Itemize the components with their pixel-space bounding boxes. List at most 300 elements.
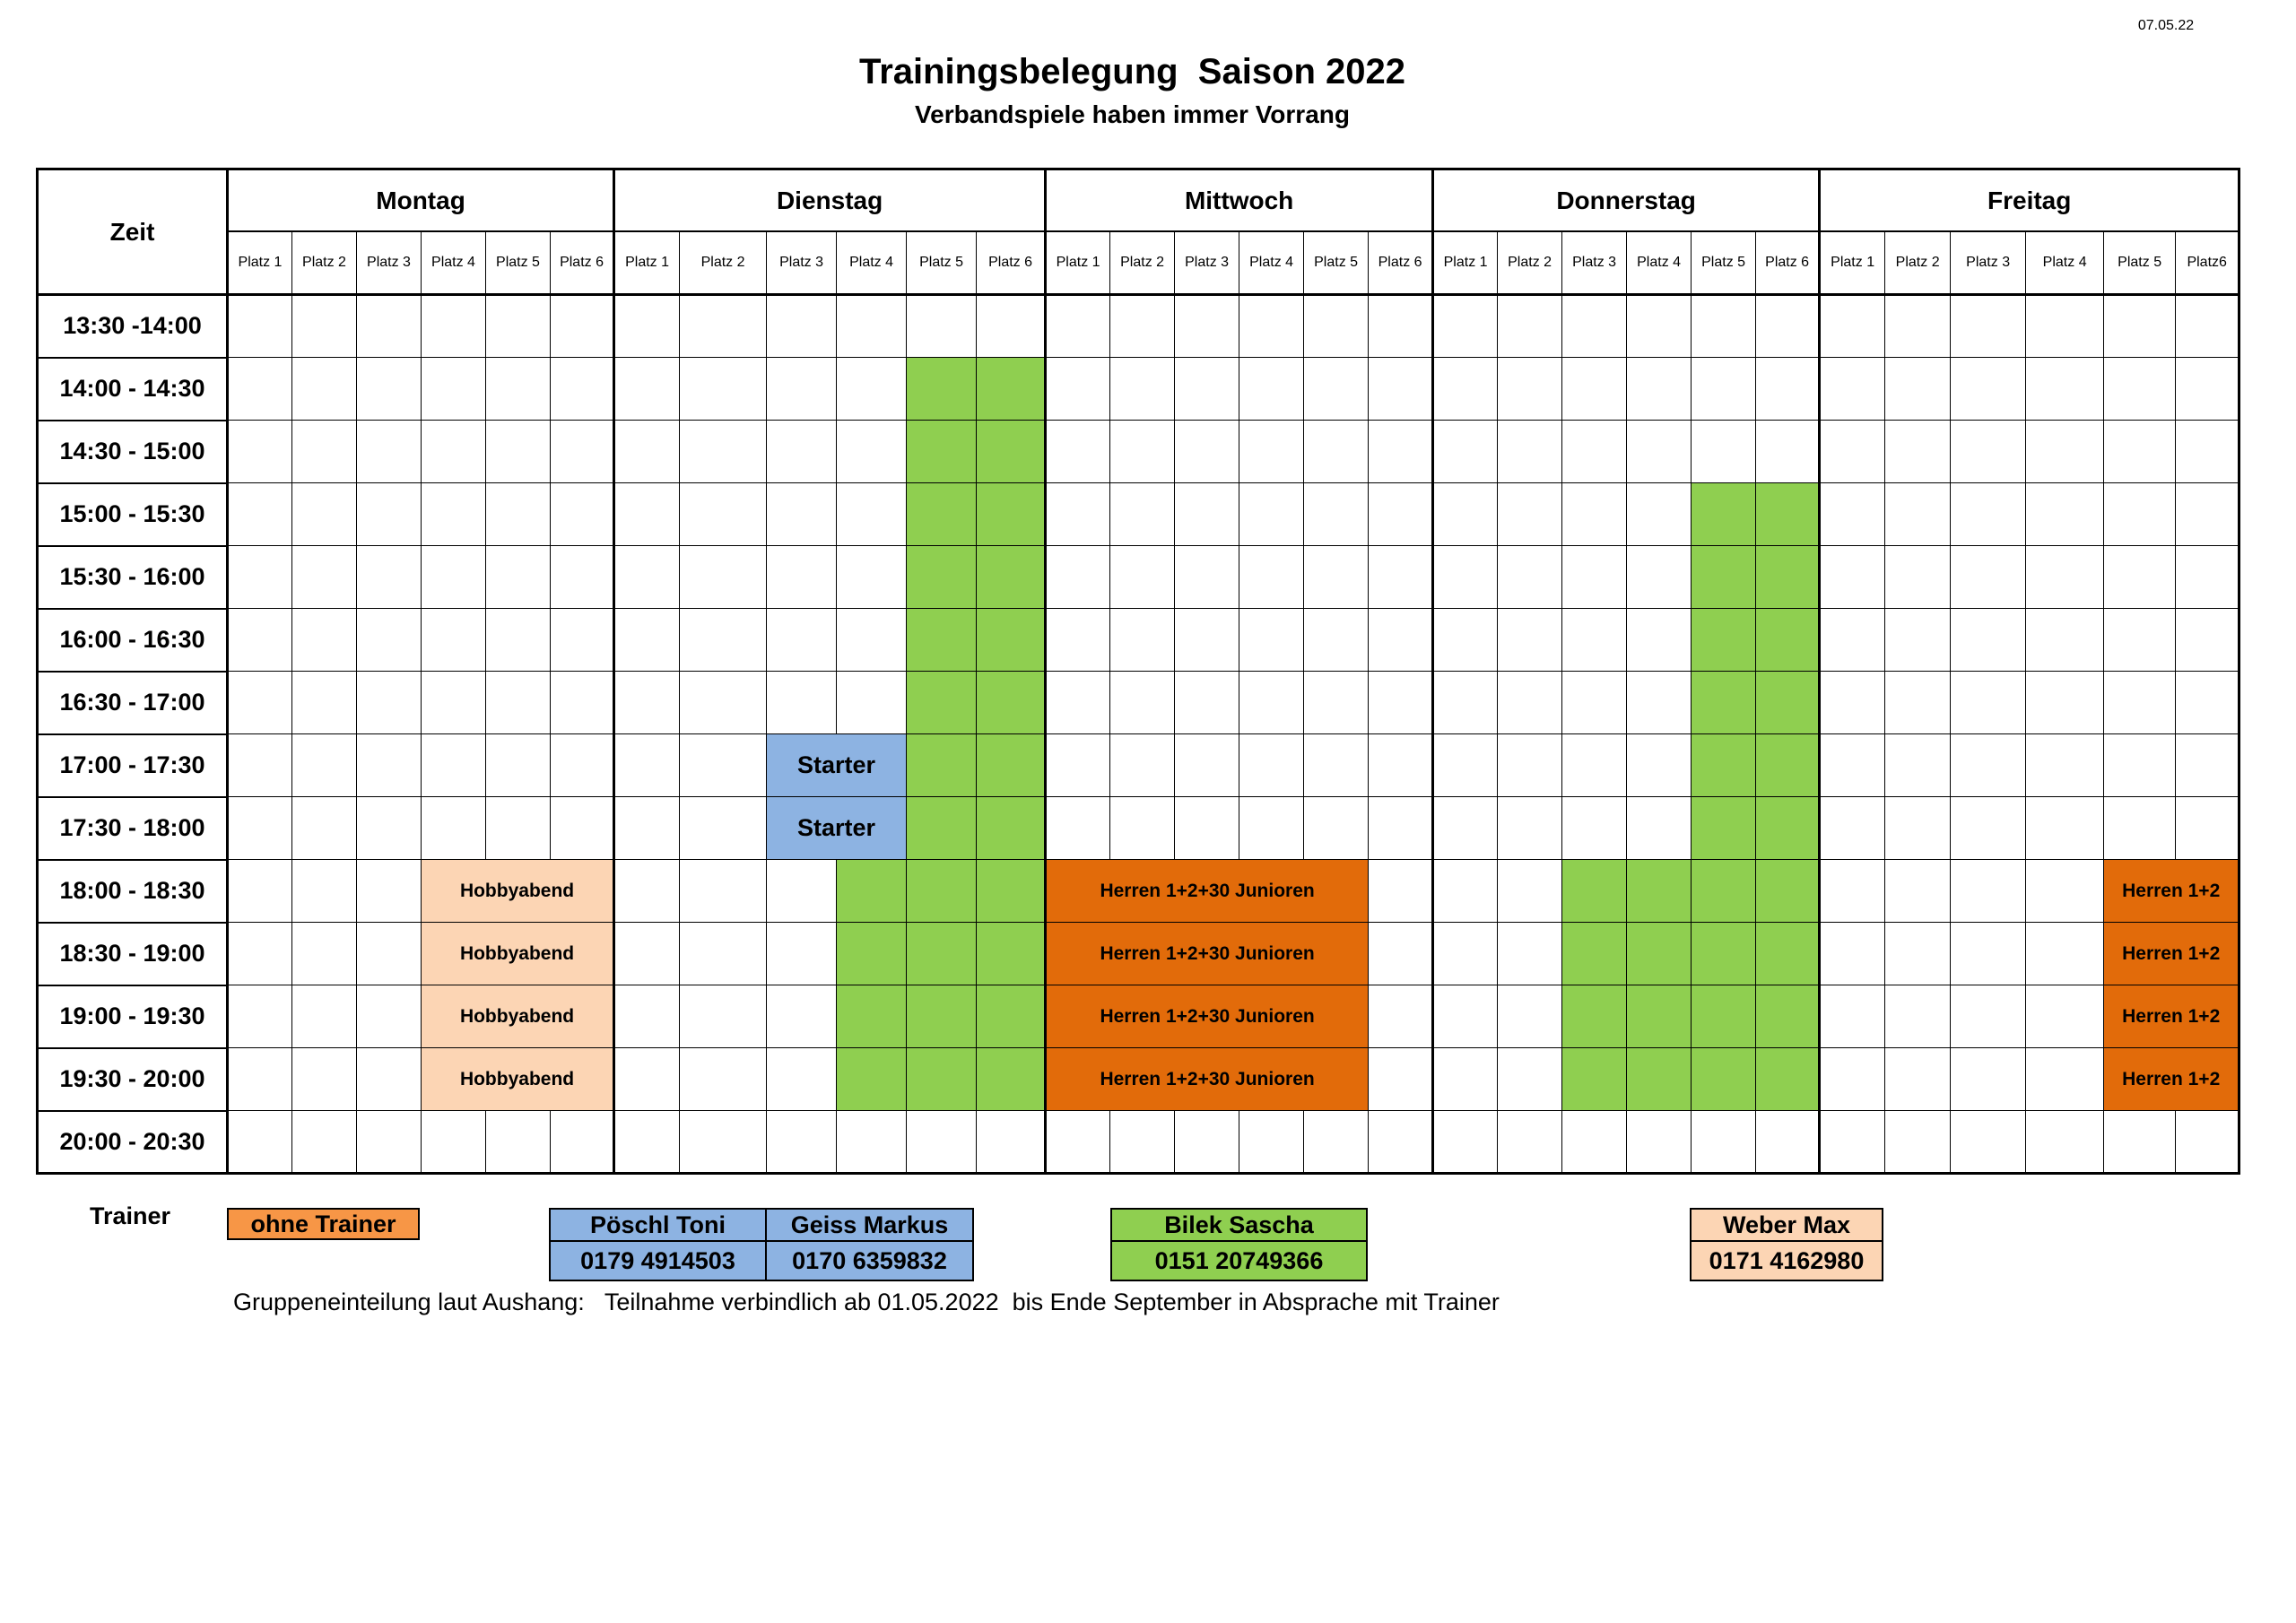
empty-court-cell bbox=[1951, 1048, 2026, 1111]
court-header: Platz 3 bbox=[1951, 231, 2026, 295]
empty-court-cell bbox=[486, 1111, 551, 1174]
empty-court-cell bbox=[614, 672, 680, 734]
empty-court-cell bbox=[1885, 734, 1951, 797]
empty-court-cell bbox=[292, 421, 357, 483]
empty-court-cell bbox=[551, 609, 614, 672]
empty-court-cell bbox=[614, 923, 680, 985]
court-header: Platz 1 bbox=[614, 231, 680, 295]
empty-court-cell bbox=[1498, 609, 1562, 672]
empty-court-cell bbox=[1046, 421, 1110, 483]
empty-court-cell bbox=[614, 609, 680, 672]
court-header: Platz 6 bbox=[1756, 231, 1820, 295]
empty-court-cell bbox=[1627, 483, 1692, 546]
page-subtitle: Verbandspiele haben immer Vorrang bbox=[915, 100, 1350, 128]
empty-court-cell bbox=[1239, 797, 1304, 860]
empty-court-cell bbox=[2104, 483, 2176, 546]
empty-court-cell bbox=[1627, 672, 1692, 734]
empty-court-cell bbox=[1239, 672, 1304, 734]
time-slot-label: 18:30 - 19:00 bbox=[38, 923, 228, 985]
empty-court-cell bbox=[1951, 860, 2026, 923]
empty-court-cell bbox=[1498, 985, 1562, 1048]
booked-court-cell bbox=[1756, 483, 1820, 546]
empty-court-cell bbox=[1239, 734, 1304, 797]
booked-court-cell bbox=[907, 1048, 977, 1111]
time-slot-label: 18:00 - 18:30 bbox=[38, 860, 228, 923]
empty-court-cell bbox=[1433, 672, 1498, 734]
booked-court-cell bbox=[1692, 1048, 1756, 1111]
day-header-mittwoch: Mittwoch bbox=[1046, 169, 1433, 232]
booked-court-cell bbox=[977, 923, 1046, 985]
empty-court-cell bbox=[1110, 421, 1175, 483]
empty-court-cell bbox=[357, 734, 422, 797]
empty-court-cell bbox=[680, 546, 767, 609]
empty-court-cell bbox=[1951, 609, 2026, 672]
empty-court-cell bbox=[837, 672, 907, 734]
empty-court-cell bbox=[1885, 1111, 1951, 1174]
empty-court-cell bbox=[1175, 797, 1239, 860]
time-row bbox=[38, 734, 2239, 797]
empty-court-cell bbox=[1304, 421, 1369, 483]
empty-court-cell bbox=[551, 421, 614, 483]
booked-court-cell bbox=[837, 860, 907, 923]
empty-court-cell bbox=[486, 358, 551, 421]
empty-court-cell bbox=[1433, 923, 1498, 985]
empty-court-cell bbox=[1369, 483, 1433, 546]
booked-court-cell bbox=[1562, 1048, 1627, 1111]
day-header-montag: Montag bbox=[228, 169, 614, 232]
empty-court-cell bbox=[1046, 1111, 1110, 1174]
empty-court-cell bbox=[1627, 609, 1692, 672]
empty-court-cell bbox=[292, 923, 357, 985]
empty-court-cell bbox=[292, 672, 357, 734]
court-header: Platz 5 bbox=[907, 231, 977, 295]
empty-court-cell bbox=[1562, 1111, 1627, 1174]
empty-court-cell bbox=[1951, 358, 2026, 421]
booking-starter: Starter bbox=[767, 734, 907, 797]
time-row bbox=[38, 672, 2239, 734]
empty-court-cell bbox=[1110, 609, 1175, 672]
empty-court-cell bbox=[551, 672, 614, 734]
court-header: Platz 4 bbox=[422, 231, 486, 295]
empty-court-cell bbox=[228, 1111, 292, 1174]
empty-court-cell bbox=[1175, 358, 1239, 421]
court-header: Platz 5 bbox=[486, 231, 551, 295]
booked-court-cell bbox=[1562, 985, 1627, 1048]
empty-court-cell bbox=[486, 797, 551, 860]
empty-court-cell bbox=[1820, 609, 1885, 672]
booked-court-cell bbox=[1756, 1048, 1820, 1111]
zeit-header: Zeit bbox=[38, 169, 228, 295]
footer-note: Gruppeneinteilung laut Aushang: Teilnahme verbindlich ab 01.05.2022 bis Ende September in Absprache mit Trainer bbox=[233, 1289, 1500, 1315]
booking-herren-junioren: Herren 1+2+30 Junioren bbox=[1046, 985, 1369, 1048]
empty-court-cell bbox=[292, 295, 357, 358]
empty-court-cell bbox=[2026, 483, 2104, 546]
empty-court-cell bbox=[767, 609, 837, 672]
empty-court-cell bbox=[2176, 295, 2239, 358]
empty-court-cell bbox=[228, 1048, 292, 1111]
empty-court-cell bbox=[1175, 546, 1239, 609]
empty-court-cell bbox=[614, 358, 680, 421]
empty-court-cell bbox=[1304, 483, 1369, 546]
court-header: Platz 4 bbox=[1627, 231, 1692, 295]
empty-court-cell bbox=[1110, 1111, 1175, 1174]
empty-court-cell bbox=[2026, 1048, 2104, 1111]
empty-court-cell bbox=[2026, 421, 2104, 483]
booked-court-cell bbox=[1756, 609, 1820, 672]
empty-court-cell bbox=[837, 546, 907, 609]
empty-court-cell bbox=[2104, 609, 2176, 672]
empty-court-cell bbox=[1951, 734, 2026, 797]
booked-court-cell bbox=[977, 1048, 1046, 1111]
empty-court-cell bbox=[767, 923, 837, 985]
booking-herren: Herren 1+2 bbox=[2104, 985, 2239, 1048]
empty-court-cell bbox=[292, 546, 357, 609]
trainer-label: Trainer bbox=[90, 1202, 171, 1229]
court-header: Platz 3 bbox=[767, 231, 837, 295]
empty-court-cell bbox=[1369, 672, 1433, 734]
empty-court-cell bbox=[767, 985, 837, 1048]
empty-court-cell bbox=[767, 358, 837, 421]
court-header: Platz 2 bbox=[680, 231, 767, 295]
court-header: Platz 1 bbox=[1433, 231, 1498, 295]
empty-court-cell bbox=[1498, 546, 1562, 609]
empty-court-cell bbox=[2026, 1111, 2104, 1174]
empty-court-cell bbox=[1175, 734, 1239, 797]
court-header: Platz 4 bbox=[1239, 231, 1304, 295]
empty-court-cell bbox=[357, 295, 422, 358]
empty-court-cell bbox=[1756, 421, 1820, 483]
legend-poeschl-name: Pöschl Toni bbox=[549, 1208, 767, 1242]
empty-court-cell bbox=[1885, 1048, 1951, 1111]
time-slot-label: 13:30 -14:00 bbox=[38, 295, 228, 358]
empty-court-cell bbox=[228, 546, 292, 609]
empty-court-cell bbox=[2176, 483, 2239, 546]
empty-court-cell bbox=[1433, 734, 1498, 797]
empty-court-cell bbox=[1498, 1111, 1562, 1174]
empty-court-cell bbox=[1304, 734, 1369, 797]
court-header: Platz 5 bbox=[1692, 231, 1756, 295]
booked-court-cell bbox=[907, 421, 977, 483]
empty-court-cell bbox=[228, 358, 292, 421]
empty-court-cell bbox=[614, 421, 680, 483]
empty-court-cell bbox=[1239, 483, 1304, 546]
empty-court-cell bbox=[1627, 295, 1692, 358]
empty-court-cell bbox=[357, 546, 422, 609]
empty-court-cell bbox=[2026, 609, 2104, 672]
empty-court-cell bbox=[1239, 421, 1304, 483]
time-slot-label: 19:00 - 19:30 bbox=[38, 985, 228, 1048]
empty-court-cell bbox=[486, 483, 551, 546]
empty-court-cell bbox=[837, 483, 907, 546]
court-header: Platz 4 bbox=[837, 231, 907, 295]
empty-court-cell bbox=[2176, 672, 2239, 734]
booked-court-cell bbox=[1692, 609, 1756, 672]
empty-court-cell bbox=[1820, 734, 1885, 797]
empty-court-cell bbox=[614, 734, 680, 797]
empty-court-cell bbox=[977, 1111, 1046, 1174]
empty-court-cell bbox=[1304, 1111, 1369, 1174]
empty-court-cell bbox=[1951, 985, 2026, 1048]
empty-court-cell bbox=[1820, 1048, 1885, 1111]
page-title: Trainingsbelegung Saison 2022 bbox=[858, 52, 1406, 91]
empty-court-cell bbox=[422, 295, 486, 358]
empty-court-cell bbox=[1433, 295, 1498, 358]
booked-court-cell bbox=[1756, 985, 1820, 1048]
booked-court-cell bbox=[1627, 1048, 1692, 1111]
empty-court-cell bbox=[1562, 672, 1627, 734]
booked-court-cell bbox=[907, 923, 977, 985]
empty-court-cell bbox=[1885, 860, 1951, 923]
empty-court-cell bbox=[1627, 734, 1692, 797]
booked-court-cell bbox=[1692, 483, 1756, 546]
empty-court-cell bbox=[1110, 797, 1175, 860]
empty-court-cell bbox=[614, 797, 680, 860]
empty-court-cell bbox=[1951, 797, 2026, 860]
empty-court-cell bbox=[1885, 797, 1951, 860]
court-header: Platz 2 bbox=[292, 231, 357, 295]
empty-court-cell bbox=[422, 734, 486, 797]
empty-court-cell bbox=[767, 860, 837, 923]
empty-court-cell bbox=[1110, 295, 1175, 358]
empty-court-cell bbox=[1433, 860, 1498, 923]
empty-court-cell bbox=[680, 295, 767, 358]
empty-court-cell bbox=[1110, 358, 1175, 421]
empty-court-cell bbox=[2104, 421, 2176, 483]
empty-court-cell bbox=[1498, 295, 1562, 358]
empty-court-cell bbox=[2176, 358, 2239, 421]
empty-court-cell bbox=[680, 358, 767, 421]
empty-court-cell bbox=[1110, 672, 1175, 734]
empty-court-cell bbox=[837, 358, 907, 421]
booked-court-cell bbox=[977, 483, 1046, 546]
legend-bilek-phone: 0151 20749366 bbox=[1110, 1240, 1368, 1281]
empty-court-cell bbox=[1239, 609, 1304, 672]
empty-court-cell bbox=[1498, 672, 1562, 734]
booked-court-cell bbox=[907, 483, 977, 546]
empty-court-cell bbox=[1175, 421, 1239, 483]
booked-court-cell bbox=[907, 546, 977, 609]
empty-court-cell bbox=[228, 609, 292, 672]
booked-court-cell bbox=[907, 734, 977, 797]
empty-court-cell bbox=[422, 797, 486, 860]
empty-court-cell bbox=[1627, 421, 1692, 483]
empty-court-cell bbox=[1820, 483, 1885, 546]
empty-court-cell bbox=[767, 1048, 837, 1111]
empty-court-cell bbox=[1885, 295, 1951, 358]
empty-court-cell bbox=[680, 860, 767, 923]
empty-court-cell bbox=[1369, 797, 1433, 860]
empty-court-cell bbox=[1562, 797, 1627, 860]
empty-court-cell bbox=[1820, 358, 1885, 421]
empty-court-cell bbox=[1046, 358, 1110, 421]
time-row bbox=[38, 923, 2239, 985]
empty-court-cell bbox=[551, 1111, 614, 1174]
court-header: Platz 6 bbox=[1369, 231, 1433, 295]
empty-court-cell bbox=[2176, 421, 2239, 483]
empty-court-cell bbox=[907, 295, 977, 358]
empty-court-cell bbox=[1046, 295, 1110, 358]
empty-court-cell bbox=[1369, 609, 1433, 672]
day-header-donnerstag: Donnerstag bbox=[1433, 169, 1820, 232]
empty-court-cell bbox=[614, 860, 680, 923]
empty-court-cell bbox=[1885, 672, 1951, 734]
empty-court-cell bbox=[228, 734, 292, 797]
empty-court-cell bbox=[292, 985, 357, 1048]
empty-court-cell bbox=[1175, 1111, 1239, 1174]
empty-court-cell bbox=[228, 421, 292, 483]
empty-court-cell bbox=[228, 923, 292, 985]
empty-court-cell bbox=[1951, 672, 2026, 734]
legend-weber-phone: 0171 4162980 bbox=[1690, 1240, 1883, 1281]
time-row bbox=[38, 483, 2239, 546]
empty-court-cell bbox=[357, 860, 422, 923]
schedule-table bbox=[36, 168, 2240, 1175]
empty-court-cell bbox=[1498, 421, 1562, 483]
booked-court-cell bbox=[1756, 734, 1820, 797]
empty-court-cell bbox=[422, 546, 486, 609]
booked-court-cell bbox=[977, 672, 1046, 734]
empty-court-cell bbox=[2104, 358, 2176, 421]
empty-court-cell bbox=[1627, 797, 1692, 860]
time-slot-label: 16:30 - 17:00 bbox=[38, 672, 228, 734]
booked-court-cell bbox=[977, 797, 1046, 860]
empty-court-cell bbox=[1369, 421, 1433, 483]
empty-court-cell bbox=[614, 985, 680, 1048]
empty-court-cell bbox=[1498, 923, 1562, 985]
legend-weber-name: Weber Max bbox=[1690, 1208, 1883, 1242]
empty-court-cell bbox=[1433, 1048, 1498, 1111]
empty-court-cell bbox=[680, 421, 767, 483]
empty-court-cell bbox=[1562, 734, 1627, 797]
empty-court-cell bbox=[1562, 483, 1627, 546]
empty-court-cell bbox=[292, 609, 357, 672]
booked-court-cell bbox=[1562, 923, 1627, 985]
empty-court-cell bbox=[1304, 797, 1369, 860]
time-slot-label: 15:00 - 15:30 bbox=[38, 483, 228, 546]
empty-court-cell bbox=[551, 483, 614, 546]
empty-court-cell bbox=[2026, 295, 2104, 358]
booked-court-cell bbox=[977, 734, 1046, 797]
booked-court-cell bbox=[1627, 985, 1692, 1048]
legend-geiss-phone: 0170 6359832 bbox=[765, 1240, 974, 1281]
empty-court-cell bbox=[1433, 1111, 1498, 1174]
empty-court-cell bbox=[292, 1048, 357, 1111]
empty-court-cell bbox=[1433, 797, 1498, 860]
empty-court-cell bbox=[228, 295, 292, 358]
empty-court-cell bbox=[2176, 609, 2239, 672]
empty-court-cell bbox=[1885, 923, 1951, 985]
empty-court-cell bbox=[837, 295, 907, 358]
empty-court-cell bbox=[1692, 421, 1756, 483]
empty-court-cell bbox=[1239, 295, 1304, 358]
empty-court-cell bbox=[1951, 923, 2026, 985]
empty-court-cell bbox=[1110, 546, 1175, 609]
booked-court-cell bbox=[907, 358, 977, 421]
empty-court-cell bbox=[1692, 1111, 1756, 1174]
empty-court-cell bbox=[551, 295, 614, 358]
booking-starter: Starter bbox=[767, 797, 907, 860]
empty-court-cell bbox=[2104, 546, 2176, 609]
empty-court-cell bbox=[1498, 358, 1562, 421]
empty-court-cell bbox=[1369, 1111, 1433, 1174]
booked-court-cell bbox=[907, 672, 977, 734]
empty-court-cell bbox=[1820, 860, 1885, 923]
legend-ohne-trainer: ohne Trainer bbox=[227, 1208, 420, 1240]
empty-court-cell bbox=[422, 672, 486, 734]
empty-court-cell bbox=[2176, 1111, 2239, 1174]
court-header: Platz 6 bbox=[551, 231, 614, 295]
empty-court-cell bbox=[1369, 295, 1433, 358]
empty-court-cell bbox=[1820, 1111, 1885, 1174]
booking-herren-junioren: Herren 1+2+30 Junioren bbox=[1046, 860, 1369, 923]
empty-court-cell bbox=[1433, 609, 1498, 672]
booked-court-cell bbox=[977, 609, 1046, 672]
booked-court-cell bbox=[977, 358, 1046, 421]
empty-court-cell bbox=[680, 1111, 767, 1174]
booked-court-cell bbox=[837, 923, 907, 985]
empty-court-cell bbox=[1951, 483, 2026, 546]
empty-court-cell bbox=[1498, 860, 1562, 923]
empty-court-cell bbox=[357, 672, 422, 734]
time-row bbox=[38, 1048, 2239, 1111]
empty-court-cell bbox=[1627, 546, 1692, 609]
empty-court-cell bbox=[2104, 1111, 2176, 1174]
empty-court-cell bbox=[767, 295, 837, 358]
time-row bbox=[38, 985, 2239, 1048]
empty-court-cell bbox=[292, 358, 357, 421]
empty-court-cell bbox=[2176, 797, 2239, 860]
empty-court-cell bbox=[977, 295, 1046, 358]
empty-court-cell bbox=[551, 797, 614, 860]
court-header: Platz 1 bbox=[228, 231, 292, 295]
empty-court-cell bbox=[422, 421, 486, 483]
document-date: 07.05.22 bbox=[2137, 18, 2195, 33]
time-row bbox=[38, 295, 2239, 358]
empty-court-cell bbox=[1951, 1111, 2026, 1174]
time-row bbox=[38, 797, 2239, 860]
time-row bbox=[38, 546, 2239, 609]
empty-court-cell bbox=[2104, 734, 2176, 797]
empty-court-cell bbox=[1046, 483, 1110, 546]
booked-court-cell bbox=[1692, 985, 1756, 1048]
empty-court-cell bbox=[1951, 421, 2026, 483]
empty-court-cell bbox=[1046, 546, 1110, 609]
empty-court-cell bbox=[1433, 421, 1498, 483]
empty-court-cell bbox=[357, 483, 422, 546]
booked-court-cell bbox=[1692, 734, 1756, 797]
empty-court-cell bbox=[1433, 546, 1498, 609]
booked-court-cell bbox=[837, 985, 907, 1048]
court-header: Platz 3 bbox=[357, 231, 422, 295]
empty-court-cell bbox=[680, 985, 767, 1048]
empty-court-cell bbox=[1369, 923, 1433, 985]
empty-court-cell bbox=[292, 483, 357, 546]
empty-court-cell bbox=[1820, 923, 1885, 985]
time-slot-label: 14:30 - 15:00 bbox=[38, 421, 228, 483]
empty-court-cell bbox=[680, 1048, 767, 1111]
booking-hobby: Hobbyabend bbox=[422, 985, 614, 1048]
empty-court-cell bbox=[1239, 546, 1304, 609]
empty-court-cell bbox=[1820, 295, 1885, 358]
empty-court-cell bbox=[1433, 985, 1498, 1048]
empty-court-cell bbox=[614, 295, 680, 358]
booked-court-cell bbox=[1692, 860, 1756, 923]
empty-court-cell bbox=[486, 609, 551, 672]
empty-court-cell bbox=[1498, 483, 1562, 546]
empty-court-cell bbox=[1562, 295, 1627, 358]
empty-court-cell bbox=[1498, 1048, 1562, 1111]
empty-court-cell bbox=[1175, 672, 1239, 734]
